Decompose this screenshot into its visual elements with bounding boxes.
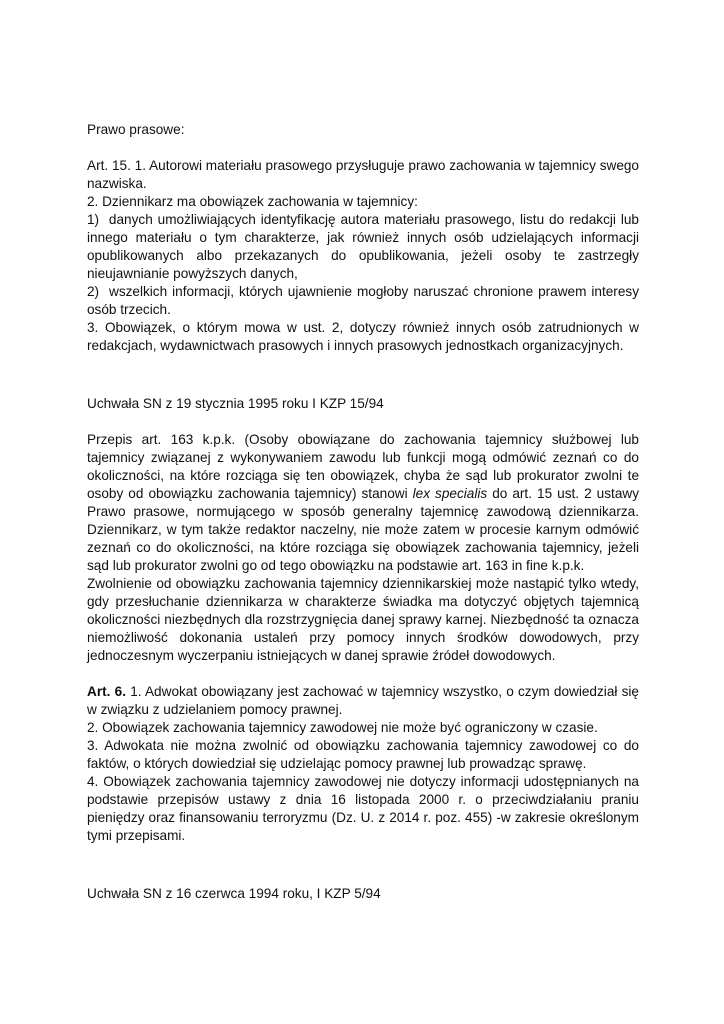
art6-paragraph-4: 4. Obowiązek zachowania tajemnicy zawodowej nie dotyczy informacji udostępnianych na podstawie przepisów ustawy z dnia 16 listopada 2000 r. o przeciwdziałaniu praniu pieniędzy oraz finansowaniu terroryzmu (Dz. U. z 2014 r. poz. 455) -w zakresie określonym tymi przepisami. — [87, 774, 639, 843]
art6-paragraph-3: 3. Adwokata nie można zwolnić od obowiązku zachowania tajemnicy zawodowej co do faktów, o których dowiedział się udzielając pomocy prawnej lub prowadząc sprawę. — [87, 738, 639, 771]
heading: Prawo prasowe: — [87, 122, 185, 137]
text-run: do art. 15 ust. 2 ustawy Prawo prasowe, normującego w sposób generalny tajemnicę zawodową dziennikarza. Dziennikarz, w tym także redaktor naczelny, nie może zatem w procesie karnym odmówić zeznań co do okoliczności, na które rozciąga się obowiązek zachowania tajemnicy, jeżeli sąd lub prokurator zwolni go od tego obowiązku na podstawie art. 163 in fine k.p.k. — [87, 486, 639, 573]
text-run: 1. Adwokat obowiązany jest zachować w tajemnicy wszystko, o czym dowiedział się w związku z udzielaniem pomocy prawnej. — [87, 684, 639, 717]
art6-paragraph-1 — [87, 683, 639, 719]
document-page — [87, 121, 639, 903]
uchwala-1995-paragraph-1 — [87, 431, 639, 575]
text-run: Przepis art. 163 k.p.k. (Osoby obowiązane do zachowania tajemnicy służbowej lub tajemnicy związanej z wykonywaniem zawodu lub funkcji mogą odmówić zeznań co do okoliczności, na które rozciąga się ten obowiązek, chyba że sąd lub prokurator zwolni te osoby od obowiązku zachowania tajemnicy) stanowi — [87, 432, 639, 501]
art15-paragraph-2: 2. Dziennikarz ma obowiązek zachowania w tajemnicy: — [87, 194, 418, 209]
art15-paragraph-4: 2) wszelkich informacji, których ujawnienie mogłoby naruszać chronione prawem interesy osób trzecich. — [87, 284, 639, 317]
uchwala-1995-title: Uchwała SN z 19 stycznia 1995 roku I KZP 15/94 — [87, 396, 384, 411]
art15-paragraph-1: Art. 15. 1. Autorowi materiału prasowego przysługuje prawo zachowania w tajemnicy swego nazwiska. — [87, 158, 639, 191]
italic-term: lex specialis — [412, 486, 488, 501]
art15-paragraph-3: 1) danych umożliwiających identyfikację autora materiału prasowego, listu do redakcji lub innego materiału o tym charakterze, jak również innych osób udzielających informacji opublikowanych albo przekazanych do opublikowania, jeżeli osoby te zastrzegły nieujawnianie powyższych danych, — [87, 212, 639, 281]
art15-paragraph-5: 3. Obowiązek, o którym mowa w ust. 2, dotyczy również innych osób zatrudnionych w redakcjach, wydawnictwach prasowych i innych prasowych jednostkach organizacyjnych. — [87, 320, 639, 353]
art6-paragraph-2: 2. Obowiązek zachowania tajemnicy zawodowej nie może być ograniczony w czasie. — [87, 720, 598, 735]
uchwala-1995-paragraph-2: Zwolnienie od obowiązku zachowania tajemnicy dziennikarskiej może nastąpić tylko wtedy, gdy przesłuchanie dziennikarza w charakterze świadka ma dotyczyć objętych tajemnicą okoliczności niezbędnych dla rozstrzygnięcia danej sprawy karnej. Niezbędność ta oznacza niemożliwość dokonania ustaleń przy pomocy innych środków dowodowych, przy jednoczesnym wyczerpaniu istniejących w danej sprawie źródeł dowodowych. — [87, 576, 639, 663]
art6-label: Art. 6. — [87, 684, 126, 699]
uchwala-1994-title: Uchwała SN z 16 czerwca 1994 roku, I KZP 5/94 — [87, 886, 381, 901]
